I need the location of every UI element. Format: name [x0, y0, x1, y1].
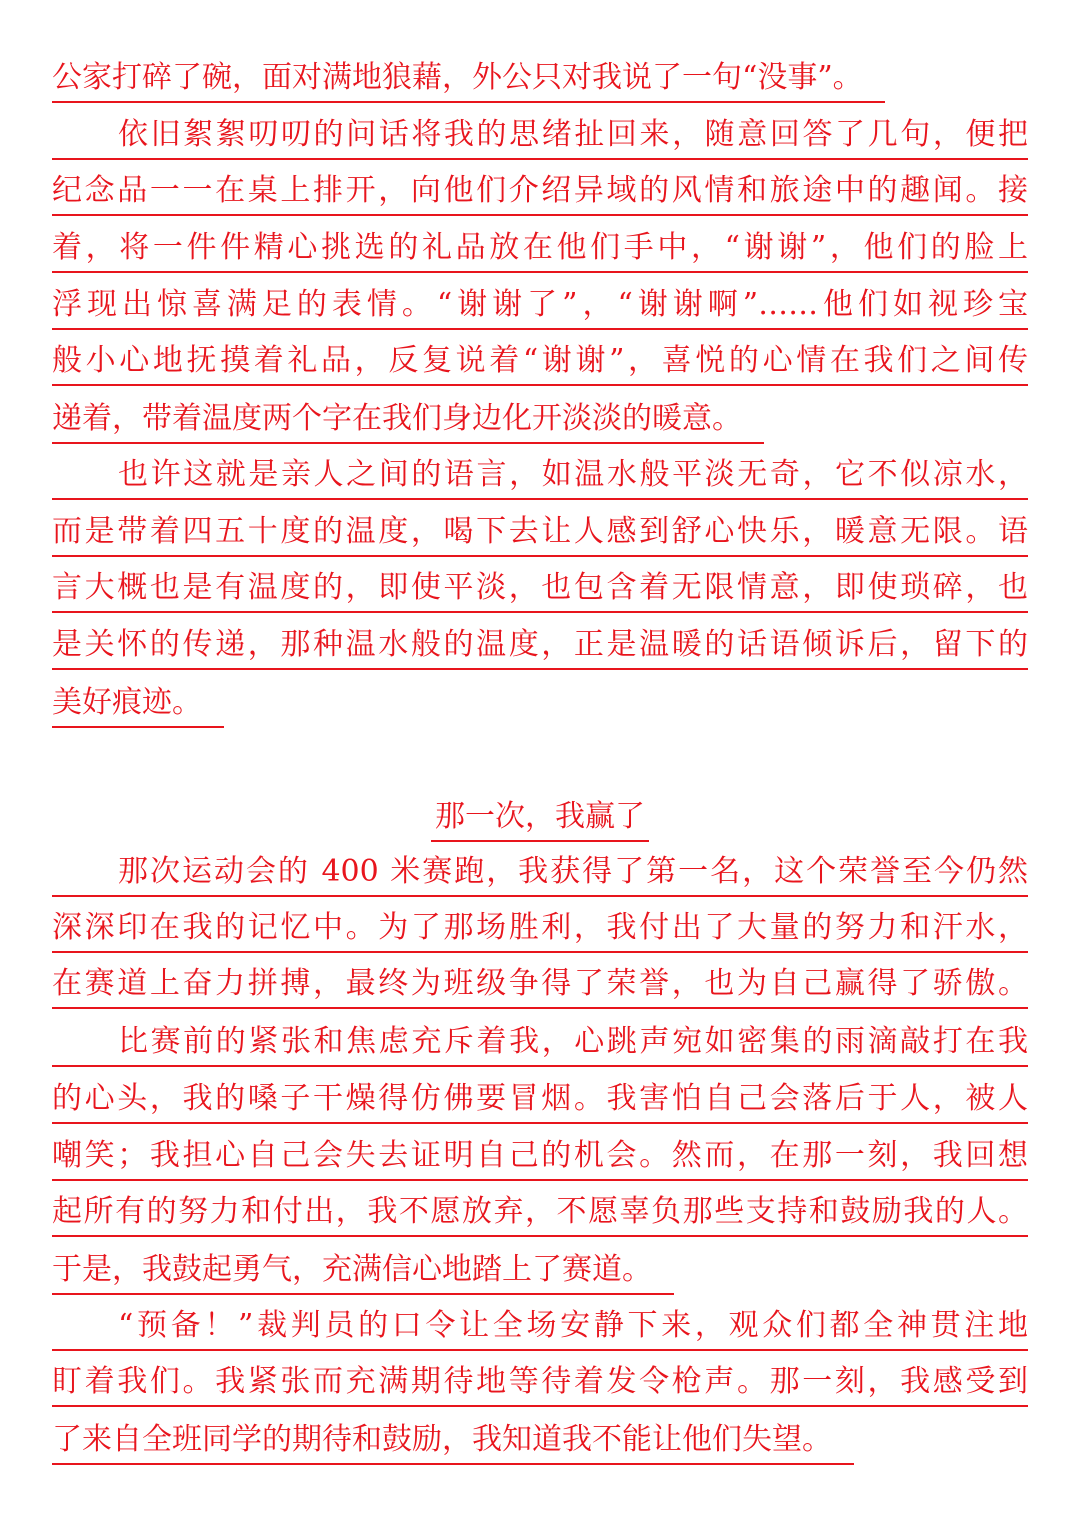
text-line — [52, 681, 1032, 731]
text-line — [52, 170, 1032, 220]
line-text: 般小心地抚摸着礼品，反复说着“谢谢”，喜悦的心情在我们之间传 — [52, 340, 1028, 386]
line-text: 在赛道上奋力拼搏，最终为班级争得了荣誉，也为自己赢得了骄傲。 — [52, 963, 1028, 1009]
line-text: 嘲笑；我担心自己会失去证明自己的机会。然而，在那一刻，我回想 — [52, 1135, 1028, 1181]
paragraph-first-line — [52, 1021, 1032, 1071]
text-line — [52, 340, 1032, 390]
text-line — [52, 1135, 1032, 1185]
line-text: 深深印在我的记忆中。为了那场胜利，我付出了大量的努力和汗水， — [52, 907, 1028, 953]
text-line — [52, 963, 1032, 1013]
paragraph-first-line — [52, 114, 1032, 164]
line-text: 盯着我们。我紧张而充满期待地等待着发令枪声。那一刻，我感受到 — [52, 1361, 1028, 1407]
text-line — [52, 227, 1032, 277]
line-text: 递着，带着温度两个字在我们身边化开淡淡的暖意。 — [52, 398, 764, 444]
line-text: 是关怀的传递，那种温水般的温度，正是温暖的话语倾诉后，留下的 — [52, 624, 1028, 670]
line-text: 公家打碎了碗，面对满地狼藉，外公只对我说了一句“没事”。 — [52, 57, 885, 103]
line-text: 着，将一件件精心挑选的礼品放在他们手中，“谢谢”，他们的脸上 — [52, 227, 1028, 273]
paragraph-first-line — [52, 851, 1032, 901]
text-line — [52, 1191, 1032, 1241]
text-line — [52, 907, 1032, 957]
line-text: 起所有的努力和付出，我不愿放弃，不愿辜负那些支持和鼓励我的人。 — [52, 1191, 1028, 1237]
text-line — [52, 567, 1032, 617]
line-text: 依旧絮絮叨叨的问话将我的思绪扯回来，随意回答了几句，便把 — [52, 114, 1028, 160]
text-line — [52, 1078, 1032, 1128]
text-line — [52, 284, 1032, 334]
line-text: 也许这就是亲人之间的语言，如温水般平淡无奇，它不似凉水， — [52, 454, 1028, 500]
text-line — [52, 1418, 1032, 1468]
line-text: 了来自全班同学的期待和鼓励，我知道我不能让他们失望。 — [52, 1419, 854, 1465]
line-text: 浮现出惊喜满足的表情。“谢谢了”，“谢谢啊”……他们如视珍宝 — [52, 284, 1028, 330]
paragraph-first-line — [52, 454, 1032, 504]
text-line — [52, 511, 1032, 561]
line-text: 那次运动会的 400 米赛跑，我获得了第一名，这个荣誉至今仍然 — [52, 851, 1028, 897]
line-text: “预备！”裁判员的口令让全场安静下来，观众们都全神贯注地 — [52, 1305, 1028, 1351]
text-line — [52, 1248, 1032, 1298]
essay-title — [0, 795, 1080, 842]
line-text: 纪念品一一在桌上排开，向他们介绍异域的风情和旅途中的趣闻。接 — [52, 170, 1028, 216]
line-text: 而是带着四五十度的温度，喝下去让人感到舒心快乐，暖意无限。语 — [52, 511, 1028, 557]
text-line — [52, 56, 1032, 106]
line-text: 于是，我鼓起勇气，充满信心地踏上了赛道。 — [52, 1249, 674, 1295]
line-text: 的心头，我的嗓子干燥得仿佛要冒烟。我害怕自己会落后于人，被人 — [52, 1078, 1028, 1124]
line-text: 比赛前的紧张和焦虑充斥着我，心跳声宛如密集的雨滴敲打在我 — [52, 1021, 1028, 1067]
line-text: 美好痕迹。 — [52, 682, 224, 728]
essay-title-text: 那一次，我赢了 — [431, 796, 649, 842]
text-line — [52, 397, 1032, 447]
text-line — [52, 1361, 1032, 1411]
text-line — [52, 624, 1032, 674]
paragraph-first-line — [52, 1305, 1032, 1355]
line-text: 言大概也是有温度的，即使平淡，也包含着无限情意，即使琐碎，也 — [52, 567, 1028, 613]
